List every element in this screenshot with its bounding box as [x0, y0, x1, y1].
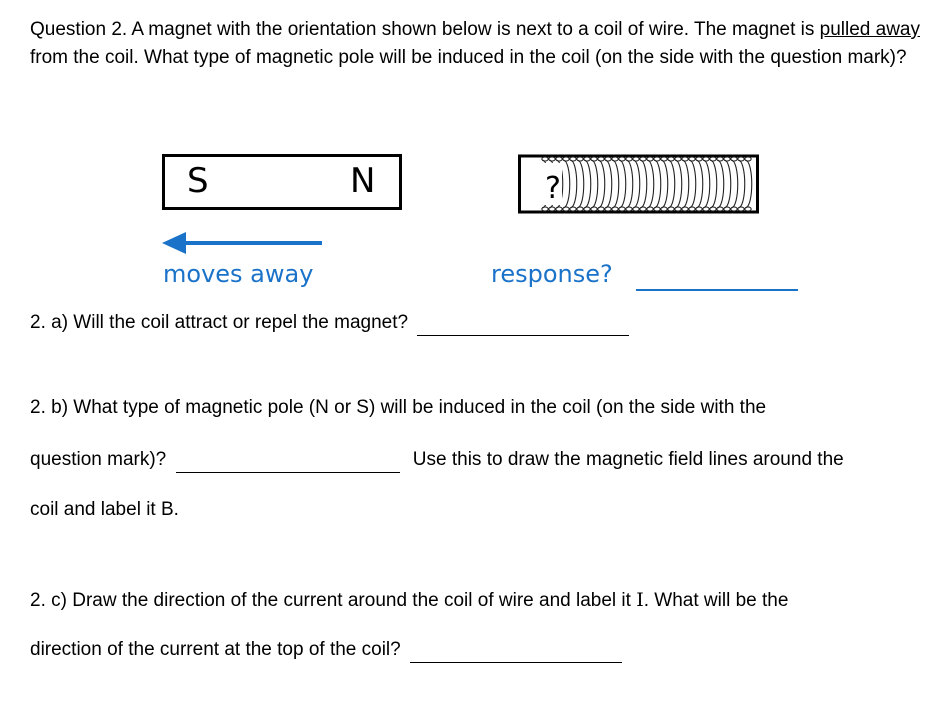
moves-away-label: moves away	[163, 260, 314, 288]
part-b-answer-line[interactable]	[176, 448, 400, 473]
question-intro-underlined: pulled away	[819, 19, 920, 40]
question-intro-end: from the coil. What type of magnetic pole will be induced in the coil (on the side with the question mark)?	[30, 47, 907, 68]
part-c-question: direction of the current at the top of the coil?	[30, 639, 401, 660]
magnet-north-pole: N	[350, 161, 376, 201]
part-a-answer-line[interactable]	[417, 311, 629, 336]
part-c-instruction: 2. c) Draw the direction of the current around the coil of wire and label it	[30, 590, 631, 611]
part-b-instruction: Use this to draw the magnetic field lines around the	[412, 449, 844, 470]
part-b-line-3: coil and label it B.	[30, 499, 179, 520]
response-answer-line[interactable]	[636, 289, 798, 291]
question-intro	[30, 16, 920, 72]
part-a-question: 2. a) Will the coil attract or repel the magnet?	[30, 312, 409, 333]
magnet-south-pole: S	[187, 161, 209, 201]
coil-question-mark: ?	[545, 171, 561, 206]
part-b-line-2	[30, 448, 910, 473]
coil-of-wire	[518, 153, 760, 215]
bar-magnet	[162, 154, 402, 210]
response-label: response?	[491, 260, 613, 288]
part-c-answer-line[interactable]	[410, 638, 622, 663]
part-b-question: question mark)?	[30, 449, 167, 470]
coil-drawing	[518, 153, 760, 215]
part-c-instruction-end: . What will be the	[643, 590, 789, 611]
part-a	[30, 311, 629, 336]
motion-arrow-icon	[162, 230, 324, 256]
current-symbol: I	[636, 589, 644, 611]
part-b-line-1: 2. b) What type of magnetic pole (N or S) will be induced in the coil (on the side with the	[30, 397, 767, 418]
question-intro-start: Question 2. A magnet with the orientation shown below is next to a coil of wire. The magnet is	[30, 19, 820, 40]
part-c-line-2	[30, 638, 622, 663]
part-c-line-1	[30, 588, 920, 613]
